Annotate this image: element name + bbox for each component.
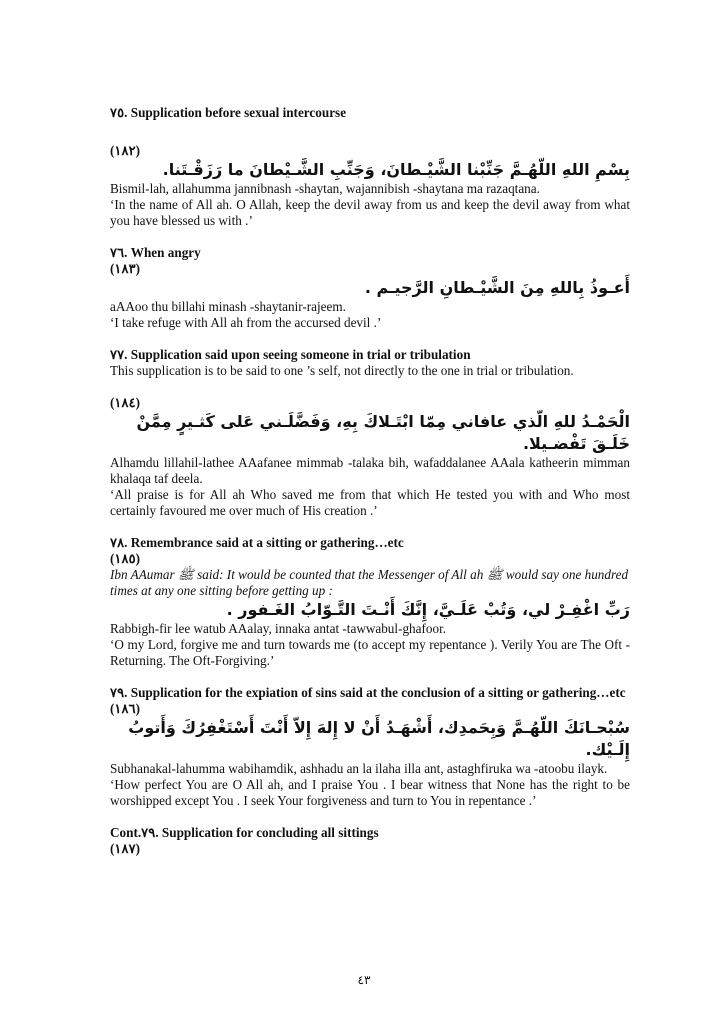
section-cont-79-title: Cont.٧٩. Supplication for concluding all sittings (110, 825, 379, 840)
section-cont-79-number: (١٨٧) (110, 841, 141, 856)
section-78-arabic: رَبِّ اغْفِـرْ لي، وَتُبْ عَلَـيَّ، إِنَّكَ أَنْـتَ التَّـوّابُ الغَـفور . (226, 600, 630, 619)
section-77-translation: ‘All praise is for All ah Who saved me from that which He tested you with and Who most certainly favoured me over much of His creation .’ (110, 487, 630, 518)
section-76-title: ٧٦. When angry (110, 245, 201, 260)
section-79-transliteration: Subhanakal-lahumma wabihamdik, ashhadu an la ilaha illa ant, astaghfiruka wa -atoobu ilayk. (110, 761, 608, 776)
section-76-translation: ‘I take refuge with All ah from the accursed devil .’ (110, 315, 382, 330)
section-76-number: (١٨٣) (110, 261, 141, 276)
section-77-number: (١٨٤) (110, 395, 141, 410)
section-78-translation: ‘O my Lord, forgive me and turn towards me (to accept my repentance ). Verily You are The Oft -Returning. The Oft-Forgiving.’ (110, 637, 630, 668)
section-79-title: ٧٩. Supplication for the expiation of sins said at the conclusion of a sitting or gathering…etc (110, 685, 626, 700)
section-75-arabic: بِسْمِ اللهِ اللّهُـمَّ جَنِّبْنا الشَّيْـطانَ، وَجَنِّبِ الشَّـيْطانَ ما رَزَقْـتَنا. (162, 160, 630, 179)
section-77-transliteration: Alhamdu lillahil-lathee AAafanee mimmab -talaka bih, wafaddalanee AAala katheerin mimman khalaqa taf deela. (110, 455, 630, 486)
section-75-transliteration: Bismil-lah, allahumma jannibnash -shaytan, wajannibish -shaytana ma razaqtana. (110, 181, 540, 196)
page-content (110, 105, 630, 857)
section-78-transliteration: Rabbigh-fir lee watub AAalay, innaka antat -tawwabul-ghafoor. (110, 621, 447, 636)
section-76-transliteration: aAAoo thu billahi minash -shaytanir-rajeem. (110, 299, 346, 314)
section-75-title: ٧٥. Supplication before sexual intercourse (110, 105, 347, 120)
section-75-translation: ‘In the name of All ah. O Allah, keep the devil away from us and keep the devil away from what you have blessed us with .’ (110, 197, 630, 228)
section-76-arabic: أَعـوذُ بِاللهِ مِنَ الشَّيْـطانِ الرَّجيـم . (364, 278, 630, 297)
section-78-number: (١٨٥) (110, 551, 141, 566)
section-79-translation: ‘How perfect You are O All ah, and I praise You . I bear witness that None has the right to be worshipped except You . I seek Your forgiveness and turn to You in repentance .’ (110, 777, 630, 808)
section-78-narration: Ibn AAumar ﷺ said: It would be counted that the Messenger of All ah ﷺ would say one hundred times at any one sitting before getting up : (110, 567, 629, 598)
section-78-title: ٧٨. Remembrance said at a sitting or gathering…etc (110, 535, 404, 550)
page-number: ٤٣ (357, 973, 371, 987)
section-77-arabic: الْحَمْـدُ للهِ الّذي عافاني مِمّا ابْتَـلاكَ بِهِ، وَفَضَّلَـني عَلى كَثـيرٍ مِمَّنْ خَلَـقَ تَفْضـيلا. (136, 412, 630, 453)
section-79-arabic: سُبْحـانَكَ اللّهُـمَّ وَبِحَمدِك، أَشْهَـدُ أَنْ لا إِلهَ إِلاّ أَنْتَ أَسْتَغْفِرُكَ وَأَتوبُ إِلَـيْك. (128, 718, 630, 759)
section-77-note: This supplication is to be said to one ’s self, not directly to the one in trial or tribulation. (110, 363, 574, 378)
section-77-title: ٧٧. Supplication said upon seeing someone in trial or tribulation (110, 347, 471, 362)
section-79-number: (١٨٦) (110, 701, 141, 716)
section-75-number: (١٨٢) (110, 143, 141, 158)
